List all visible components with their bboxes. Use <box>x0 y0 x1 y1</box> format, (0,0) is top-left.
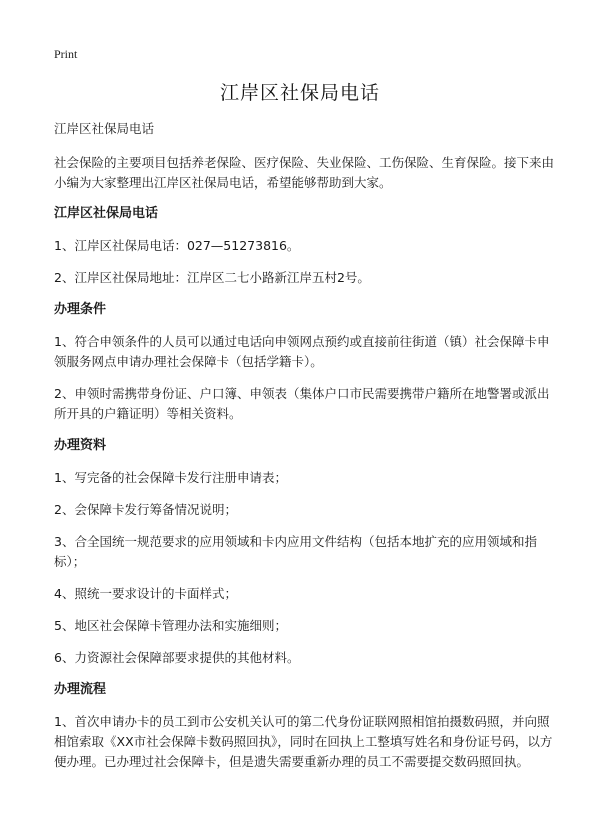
section-heading: 江岸区社保局电话 <box>54 206 159 221</box>
list-item: 3、合全国统一规范要求的应用领域和卡内应用文件结构（包括本地扩充的应用领域和指标）； <box>54 534 537 569</box>
list-item: 1、写完备的社会保障卡发行注册申请表； <box>54 470 287 485</box>
article-body <box>54 119 554 784</box>
list-item: 1、首次申请办卡的员工到市公安机关认可的第二代身份证联网照相馆拍摄数码照，并向照相馆索取《XX市社会保障卡数码照回执》，同时在回执上工整填写姓名和身份证号码，以方便办理。已办理过社会保障卡，但是遗失需要重新办理的员工不需要提交数码照回执。 <box>54 714 553 769</box>
list-item: 2、江岸区社保局地址：江岸区二七小路新江岸五村2号。 <box>54 270 370 285</box>
list-item: 5、地区社会保障卡管理办法和实施细则； <box>54 618 287 633</box>
list-item: 2、会保障卡发行筹备情况说明； <box>54 502 237 517</box>
list-item: 1、江岸区社保局电话：027—51273816。 <box>54 238 300 253</box>
list-item: 1、符合申领条件的人员可以通过电话向申领网点预约或直接前往街道（镇）社会保障卡申领服务网点申请办理社会保障卡（包括学籍卡）。 <box>54 334 550 369</box>
section-heading: 办理资料 <box>54 438 107 453</box>
print-link[interactable]: Print <box>54 47 78 61</box>
section-conditions <box>54 300 554 424</box>
section-process <box>54 680 554 772</box>
intro-subtitle: 江岸区社保局电话 <box>54 121 155 136</box>
section-phone <box>54 204 554 288</box>
section-heading: 办理流程 <box>54 682 107 697</box>
page-title: 江岸区社保局电话 <box>219 82 380 104</box>
intro-paragraph: 社会保险的主要项目包括养老保险、医疗保险、失业保险、工伤保险、生育保险。接下来由小编为大家整理出江岸区社保局电话，希望能够帮助到大家。 <box>54 155 555 190</box>
list-item: 2、申领时需携带身份证、户口簿、申领表（集体户口市民需要携带户籍所在地警署或派出所开具的户籍证明）等相关资料。 <box>54 386 550 421</box>
section-heading: 办理条件 <box>54 302 107 317</box>
list-item: 4、照统一要求设计的卡面样式； <box>54 586 237 601</box>
list-item: 6、力资源社会保障部要求提供的其他材料。 <box>54 650 300 665</box>
section-materials <box>54 436 554 668</box>
